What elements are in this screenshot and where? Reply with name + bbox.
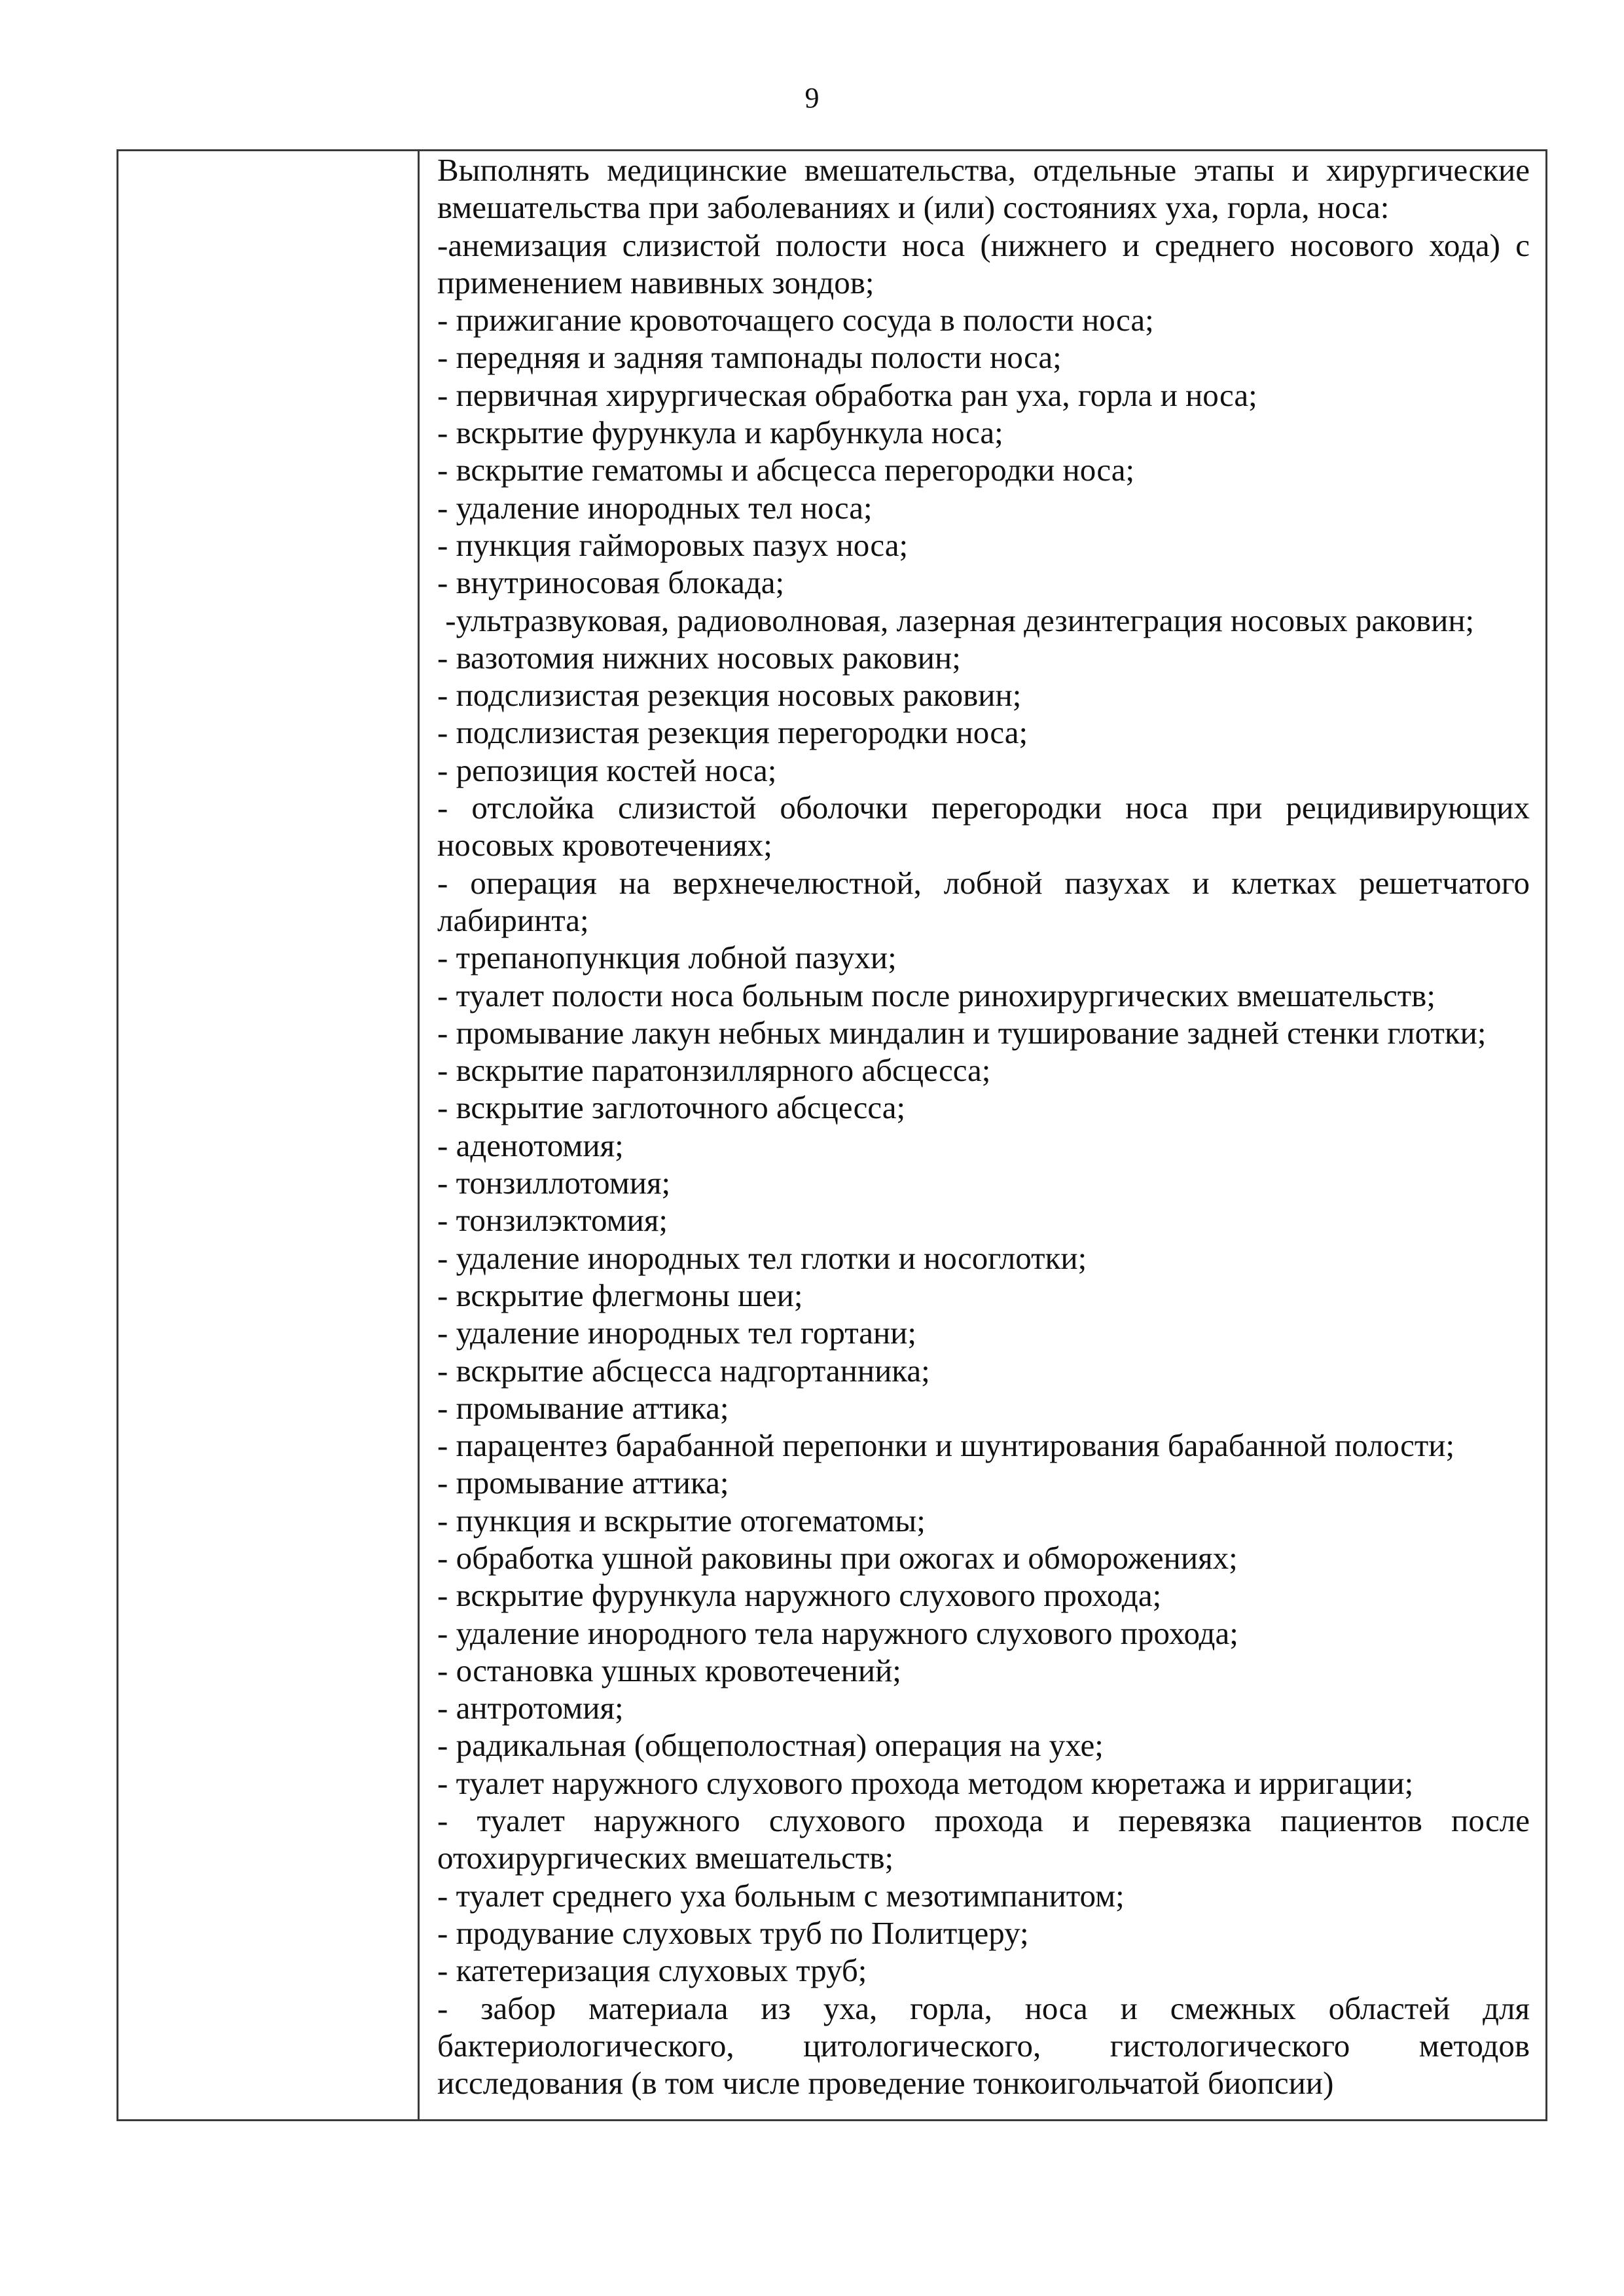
procedure-line: отохирургических вмешательств; <box>437 1840 894 1876</box>
procedure-line: -ультразвуковая, радиоволновая, лазерная дезинтеграция носовых раковин; <box>437 602 1475 638</box>
procedure-line: - репозиция костей носа; <box>437 752 777 788</box>
procedure-line: - туалет полости носа больным после ринохирургических вмешательств; <box>437 977 1435 1013</box>
procedures-intro-line: Выполнять медицинские вмешательства, отдельные этапы и хирургические <box>437 152 1530 188</box>
procedure-line: - вскрытие гематомы и абсцесса перегородки носа; <box>437 452 1135 488</box>
procedure-line: - удаление инородных тел гортани; <box>437 1315 917 1351</box>
procedure-line: - отслойка слизистой оболочки перегородки носа при рецидивирующих <box>437 790 1530 826</box>
procedure-line: - пункция гайморовых пазух носа; <box>437 526 909 563</box>
procedure-line: - вскрытие заглоточного абсцесса; <box>437 1089 906 1126</box>
procedure-line: - туалет наружного слухового прохода методом кюретажа и ирригации; <box>437 1764 1414 1801</box>
procedure-line: носовых кровотечениях; <box>437 827 772 864</box>
procedure-line: - забор материала из уха, горла, носа и смежных областей для <box>437 1990 1530 2026</box>
page-number: 9 <box>804 82 820 114</box>
procedure-line: - антротомия; <box>437 1690 624 1726</box>
procedure-line: - туалет наружного слухового прохода и перевязка пациентов после <box>437 1802 1530 1839</box>
procedure-line: - вскрытие фурункула и карбункула носа; <box>437 414 1003 451</box>
procedure-line: - радикальная (общеполостная) операция на ухе; <box>437 1727 1104 1764</box>
procedure-line: - удаление инородных тел носа; <box>437 489 873 526</box>
procedure-line: лабиринта; <box>437 902 589 938</box>
procedure-line: - подслизистая резекция носовых раковин; <box>437 677 1022 714</box>
procedure-line: - вскрытие фурункула наружного слухового прохода; <box>437 1577 1162 1614</box>
procedure-line: - вскрытие флегмоны шеи; <box>437 1277 803 1313</box>
procedure-line: - вскрытие паратонзиллярного абсцесса; <box>437 1052 991 1089</box>
procedure-line: - промывание аттика; <box>437 1389 729 1426</box>
procedure-line: - удаление инородного тела наружного слухового прохода; <box>437 1614 1238 1651</box>
procedure-line: - туалет среднего уха больным с мезотимпанитом; <box>437 1877 1125 1914</box>
procedure-line: - первичная хирургическая обработка ран уха, горла и носа; <box>437 376 1257 413</box>
procedure-line: исследования (в том числе проведение тонкоигольчатой биопсии) <box>437 2065 1334 2102</box>
procedure-line: - катетеризация слуховых труб; <box>437 1952 867 1989</box>
procedure-line: - вскрытие абсцесса надгортанника; <box>437 1352 930 1389</box>
procedure-line: вмешательства при заболеваниях и (или) состояниях уха, горла, носа: <box>437 189 1390 226</box>
procedure-line: применением навивных зондов; <box>437 264 875 301</box>
procedures-table <box>117 149 1547 2121</box>
procedure-line: - внутриносовая блокада; <box>437 564 785 601</box>
procedure-line: бактериологического, цитологического, гистологического методов <box>437 2027 1530 2064</box>
procedure-line: - промывание лакун небных миндалин и туширование задней стенки глотки; <box>437 1014 1487 1051</box>
procedure-line: - остановка ушных кровотечений; <box>437 1652 901 1688</box>
procedure-line: - пункция и вскрытие отогематомы; <box>437 1502 926 1539</box>
procedure-line: - парацентез барабанной перепонки и шунтирования барабанной полости; <box>437 1427 1455 1464</box>
procedure-line: - прижигание кровоточащего сосуда в полости носа; <box>437 302 1154 338</box>
procedure-line: - тонзилэктомия; <box>437 1202 668 1239</box>
procedure-line: - операция на верхнечелюстной, лобной пазухах и клетках решетчатого <box>437 864 1530 901</box>
procedure-line: - удаление инородных тел глотки и носоглотки; <box>437 1239 1087 1276</box>
procedure-line: - обработка ушной раковины при ожогах и обморожениях; <box>437 1539 1238 1576</box>
procedure-line: - трепанопункция лобной пазухи; <box>437 939 897 976</box>
procedure-line: - тонзиллотомия; <box>437 1165 671 1201</box>
procedure-line: - вазотомия нижних носовых раковин; <box>437 639 961 676</box>
procedure-line: - передняя и задняя тампонады полости носа; <box>437 339 1062 376</box>
table-cell-procedures <box>422 151 1545 2119</box>
procedure-line: -анемизация слизистой полости носа (нижнего и среднего носового хода) с <box>437 227 1530 263</box>
procedure-line: - промывание аттика; <box>437 1465 729 1501</box>
procedure-line: - продувание слуховых труб по Политцеру; <box>437 1914 1029 1951</box>
procedure-line: - подслизистая резекция перегородки носа; <box>437 714 1028 751</box>
table-cell-left <box>118 151 420 2119</box>
procedure-line: - аденотомия; <box>437 1127 624 1163</box>
